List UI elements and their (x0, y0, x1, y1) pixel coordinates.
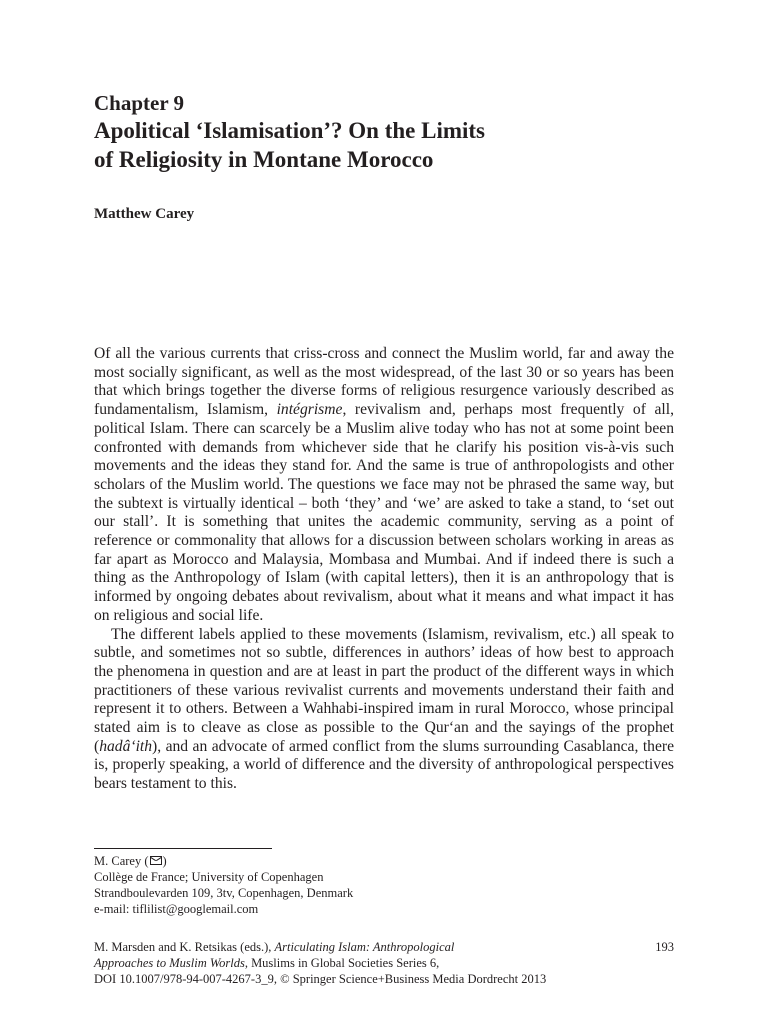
affiliation-name-line (94, 853, 353, 869)
paragraph-2 (94, 626, 674, 794)
affiliation-address: Strandboulevarden 109, 3tv, Copenhagen, Denmark (94, 886, 354, 900)
paragraph-1 (94, 345, 674, 626)
chapter-title-line-2: of Religiosity in Montane Morocco (94, 147, 434, 172)
chapter-number: Chapter 9 (94, 91, 185, 115)
paragraph-1-part-a: Of all the various currents that criss-cross and connect the Muslim world, far and away the most socially significant, as well as the most widespread, of the last 30 or so years has been that which brings together the diverse forms of religious resurgence variously described as fundamentalism, Islamism, (94, 345, 674, 419)
citation-series: , Muslims in Global Societies Series 6, (244, 956, 440, 970)
paragraph-1-part-b: , revivalism and, perhaps most frequently of all, political Islam. There can scarcely be a Muslim alive today who has not at some point been confronted with demands from whichever side that he clarify his position vis-à-vis such movements and the ideas they stand for. And the same is true of anthropologists and other scholars of the Muslim world. The questions we face may not be phrased the same way, but the subtext is virtually identical – both ‘they’ and ‘we’ are asked to take a stand, to ‘set out our stall’. It is something that unites the academic community, serving as a point of reference or commonality that allows for a discussion between scholars working in areas as far apart as Morocco and Malaysia, Mombasa and Mumbai. And if indeed there is such a thing as the Anthropology of Islam (with capital letters), then it is an anthropology that is informed by ongoing debates about revivalism, about what it means and what impact it has on religious and social life. (94, 401, 674, 624)
paragraph-2-part-b: ), and an advocate of armed conflict from the slums surrounding Casablanca, there is, properly speaking, a world of difference and the diversity of anthropological perspectives bears testament to this. (94, 737, 674, 793)
paragraph-1-italic: intégrisme (276, 401, 343, 419)
page-number: 193 (655, 940, 674, 954)
paragraph-2-part-a: The different labels applied to these movements (Islamism, revivalism, etc.) all speak to subtle, and sometimes not so subtle, differences in authors’ ideas of how best to approach the phenomena in question and are at least in part the product of the different ways in which practitioners of these various revivalist currents and movements understand their faith and represent it to others. Between a Wahhabi-inspired imam in rural Morocco, whose principal stated aim is to cleave as close as possible to the Qur‘an and the sayings of the prophet ( (94, 625, 674, 755)
paragraph-2-italic: hadâ‘ith (99, 737, 153, 755)
footnote-divider (94, 848, 272, 849)
envelope-icon (150, 856, 162, 865)
body-text (94, 345, 674, 794)
citation-line-1 (94, 939, 546, 955)
affiliation-name-close: ) (162, 854, 167, 868)
citation-line-2 (94, 955, 546, 971)
author-name: Matthew Carey (94, 206, 195, 222)
citation-book-title-1: Articulating Islam: Anthropological (274, 940, 455, 954)
citation-book-title-2: Approaches to Muslim Worlds (94, 956, 245, 970)
affiliation-email: e-mail: tiflilist@googlemail.com (94, 902, 259, 916)
book-citation (94, 939, 546, 987)
citation-doi: DOI 10.1007/978-94-007-4267-3_9, © Springer Science+Business Media Dordrecht 2013 (94, 972, 547, 986)
affiliation-institution: Collège de France; University of Copenhagen (94, 870, 324, 884)
chapter-title-line-1: Apolitical ‘Islamisation’? On the Limits (94, 118, 486, 143)
chapter-title (94, 116, 694, 174)
affiliation-name: M. Carey ( (94, 854, 149, 868)
author-affiliation (94, 853, 353, 917)
citation-editors: M. Marsden and K. Retsikas (eds.), (94, 940, 275, 954)
